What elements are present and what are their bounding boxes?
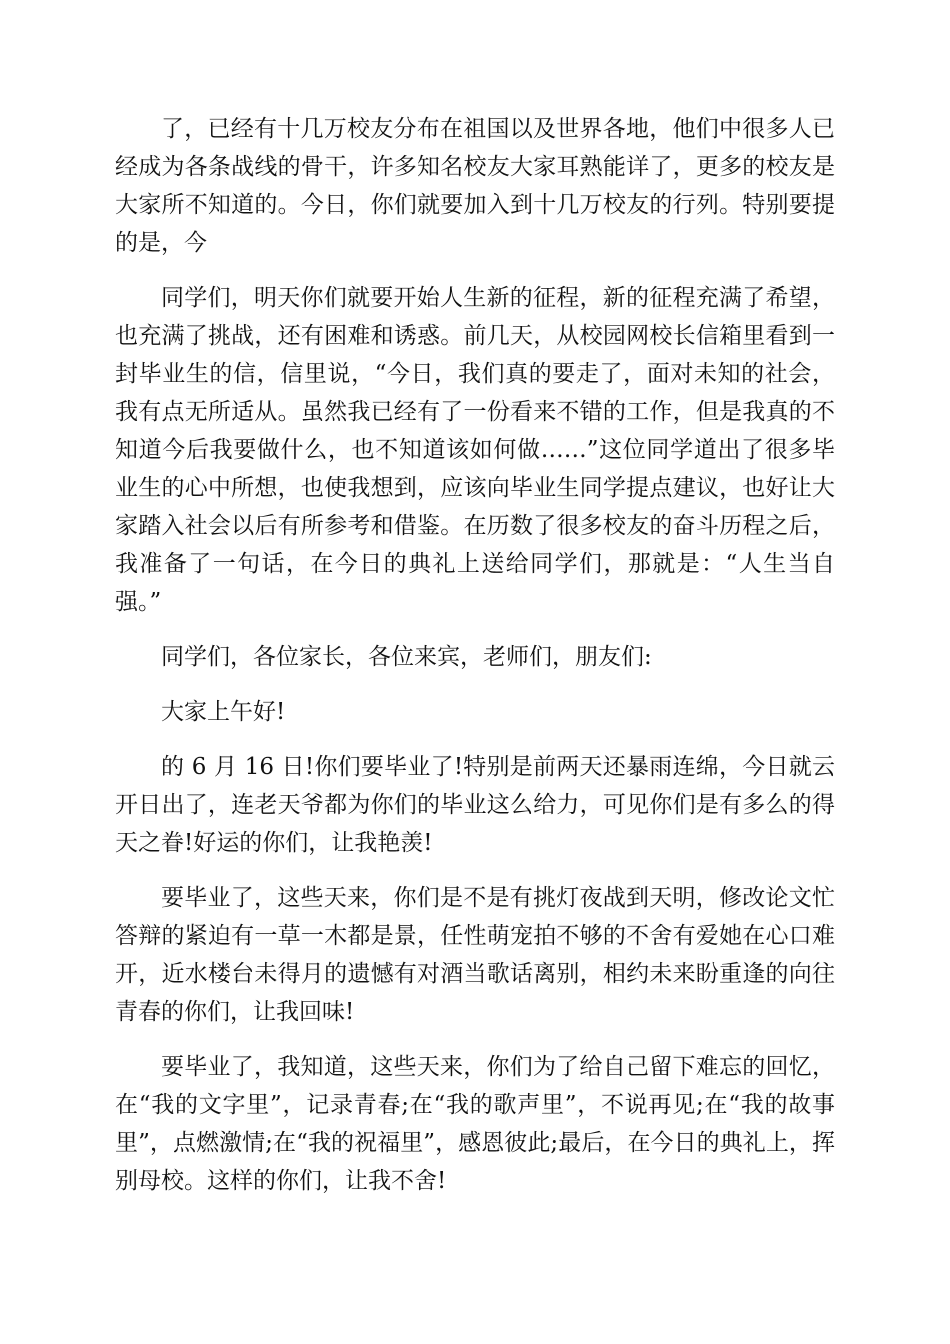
paragraph-new-journey: 同学们，明天你们就要开始人生新的征程，新的征程充满了希望，也充满了挑战，还有困难和诱惑。前几天，从校园网校长信箱里看到一封毕业生的信，信里说，“今日，我们真的要走了，面对未知的社会，我有点无所适从。虽然我已经有了一份看来不错的工作，但是我真的不知道今后我要做什么，也不知道该如何做……”这位同学道出了很多毕业生的心中所想，也使我想到，应该向毕业生同学提点建议，也好让大家踏入社会以后有所参考和借鉴。在历数了很多校友的奋斗历程之后，我准备了一句话，在今日的典礼上送给同学们，那就是：“人生当自强。”	[115, 285, 835, 615]
paragraph-farewell: 要毕业了，我知道，这些天来，你们为了给自己留下难忘的回忆，在“我的文字里”，记录青春;在“我的歌声里”，不说再见;在“我的故事里”，点燃激情;在“我的祝福里”，感恩彼此;最后，在今日的典礼上，挥别母校。这样的你们，让我不舍!	[115, 1054, 835, 1194]
paragraph-salutation: 同学们，各位家长，各位来宾，老师们，朋友们:	[161, 644, 652, 670]
document-body	[115, 110, 835, 1217]
paragraph-alumni: 了，已经有十几万校友分布在祖国以及世界各地，他们中很多人已经成为各条战线的骨干，许多知名校友大家耳熟能详了，更多的校友是大家所不知道的。今日，你们就要加入到十几万校友的行列。特别要提的是，今	[115, 116, 835, 256]
paragraph-memories: 要毕业了，这些天来，你们是不是有挑灯夜战到天明，修改论文忙答辩的紧迫有一草一木都是景，任性萌宠拍不够的不舍有爱她在心口难开，近水楼台未得月的遗憾有对酒当歌话离别，相约未来盼重逢的向往青春的你们，让我回味!	[115, 885, 835, 1025]
paragraph-greeting: 大家上午好!	[161, 699, 286, 725]
paragraph-graduation-date: 的 6 月 16 日!你们要毕业了!特别是前两天还暴雨连绵，今日就云开日出了，连老天爷都为你们的毕业这么给力，可见你们是有多么的得天之眷!好运的你们，让我艳羡!	[115, 754, 835, 856]
